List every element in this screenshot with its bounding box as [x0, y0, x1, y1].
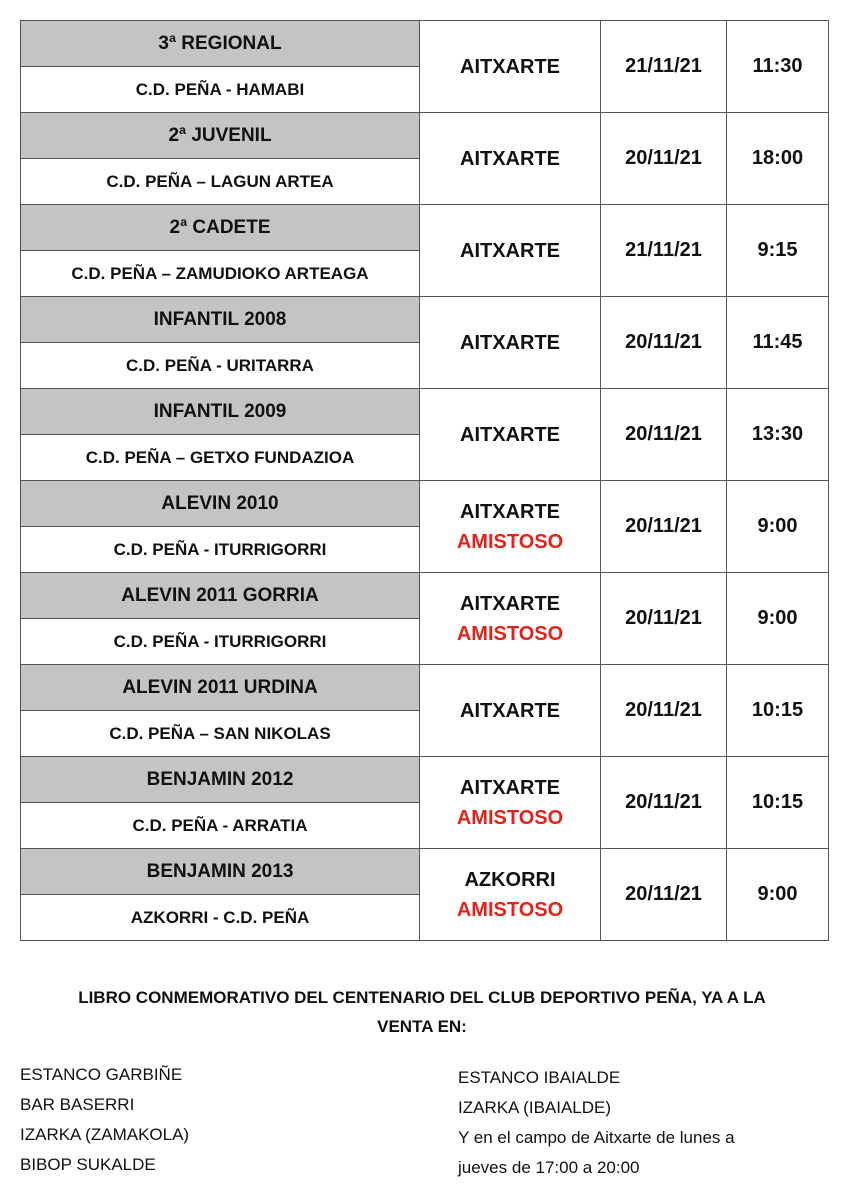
- match-time: 9:00: [727, 481, 829, 573]
- shops-list-right: [458, 1063, 735, 1183]
- match-date: 20/11/21: [601, 849, 727, 941]
- venue-label: AITXARTE: [460, 423, 560, 446]
- match-date: 20/11/21: [601, 573, 727, 665]
- shop-item: ESTANCO IBAIALDE: [458, 1068, 621, 1087]
- venue-label: AITXARTE: [460, 147, 560, 170]
- shop-item: Y en el campo de Aitxarte de lunes a: [458, 1128, 735, 1147]
- match-time: 10:15: [727, 757, 829, 849]
- match-date: 20/11/21: [601, 113, 727, 205]
- match-teams: C.D. PEÑA – SAN NIKOLAS: [21, 711, 420, 757]
- venue-label: AITXARTE: [460, 55, 560, 78]
- shop-item: jueves de 17:00 a 20:00: [458, 1158, 640, 1177]
- venue-cell: [420, 21, 601, 113]
- shop-item: BAR BASERRI: [20, 1095, 135, 1114]
- match-teams: C.D. PEÑA – GETXO FUNDAZIOA: [21, 435, 420, 481]
- match-date: 20/11/21: [601, 481, 727, 573]
- venue-label: AITXARTE: [460, 776, 560, 799]
- category-label: 2ª JUVENIL: [21, 113, 420, 159]
- match-teams: C.D. PEÑA – ZAMUDIOKO ARTEAGA: [21, 251, 420, 297]
- category-row: [21, 205, 829, 251]
- category-label: BENJAMIN 2013: [21, 849, 420, 895]
- match-teams: C.D. PEÑA - ARRATIA: [21, 803, 420, 849]
- category-row: [21, 849, 829, 895]
- venue-cell: [420, 205, 601, 297]
- category-label: 2ª CADETE: [21, 205, 420, 251]
- category-row: [21, 21, 829, 67]
- category-row: [21, 297, 829, 343]
- category-label: ALEVIN 2011 URDINA: [21, 665, 420, 711]
- category-label: INFANTIL 2008: [21, 297, 420, 343]
- category-label: ALEVIN 2010: [21, 481, 420, 527]
- match-time: 9:15: [727, 205, 829, 297]
- venue-label: AITXARTE: [460, 592, 560, 615]
- category-row: [21, 665, 829, 711]
- match-date: 21/11/21: [601, 205, 727, 297]
- venue-label: AZKORRI: [464, 868, 556, 891]
- match-teams: C.D. PEÑA – LAGUN ARTEA: [21, 159, 420, 205]
- notice-line-2: VENTA EN:: [377, 1017, 467, 1036]
- venue-cell: [420, 297, 601, 389]
- schedule-table: [20, 20, 829, 941]
- venue-label: AITXARTE: [460, 331, 560, 354]
- venue-cell: [420, 849, 601, 941]
- match-teams: C.D. PEÑA - HAMABI: [21, 67, 420, 113]
- shop-item: BIBOP SUKALDE: [20, 1155, 156, 1174]
- shop-item: ESTANCO GARBIÑE: [20, 1065, 183, 1084]
- category-row: [21, 573, 829, 619]
- category-label: ALEVIN 2011 GORRIA: [21, 573, 420, 619]
- match-date: 21/11/21: [601, 21, 727, 113]
- match-date: 20/11/21: [601, 757, 727, 849]
- book-notice: [30, 983, 814, 1041]
- friendly-tag: AMISTOSO: [456, 622, 564, 645]
- shop-item: IZARKA (IBAIALDE): [458, 1098, 612, 1117]
- venue-cell: [420, 665, 601, 757]
- shop-item: IZARKA (ZAMAKOLA): [20, 1125, 190, 1144]
- match-date: 20/11/21: [601, 389, 727, 481]
- category-label: INFANTIL 2009: [21, 389, 420, 435]
- category-row: [21, 113, 829, 159]
- category-row: [21, 757, 829, 803]
- category-label: 3ª REGIONAL: [21, 21, 420, 67]
- match-time: 10:15: [727, 665, 829, 757]
- venue-cell: [420, 481, 601, 573]
- category-label: BENJAMIN 2012: [21, 757, 420, 803]
- venue-label: AITXARTE: [460, 500, 560, 523]
- friendly-tag: AMISTOSO: [456, 806, 564, 829]
- match-date: 20/11/21: [601, 665, 727, 757]
- venue-label: AITXARTE: [460, 239, 560, 262]
- match-teams: AZKORRI - C.D. PEÑA: [21, 895, 420, 941]
- match-time: 11:45: [727, 297, 829, 389]
- match-time: 18:00: [727, 113, 829, 205]
- match-time: 11:30: [727, 21, 829, 113]
- venue-cell: [420, 113, 601, 205]
- match-teams: C.D. PEÑA - ITURRIGORRI: [21, 619, 420, 665]
- match-teams: C.D. PEÑA - ITURRIGORRI: [21, 527, 420, 573]
- match-time: 9:00: [727, 573, 829, 665]
- friendly-tag: AMISTOSO: [456, 898, 564, 921]
- venue-cell: [420, 757, 601, 849]
- shops-list-left: [20, 1060, 189, 1180]
- category-row: [21, 481, 829, 527]
- match-teams: C.D. PEÑA - URITARRA: [21, 343, 420, 389]
- match-time: 13:30: [727, 389, 829, 481]
- match-date: 20/11/21: [601, 297, 727, 389]
- venue-label: AITXARTE: [460, 699, 560, 722]
- notice-line-1: LIBRO CONMEMORATIVO DEL CENTENARIO DEL CLUB DEPORTIVO PEÑA, YA A LA: [78, 988, 766, 1007]
- friendly-tag: AMISTOSO: [456, 530, 564, 553]
- category-row: [21, 389, 829, 435]
- venue-cell: [420, 573, 601, 665]
- venue-cell: [420, 389, 601, 481]
- match-time: 9:00: [727, 849, 829, 941]
